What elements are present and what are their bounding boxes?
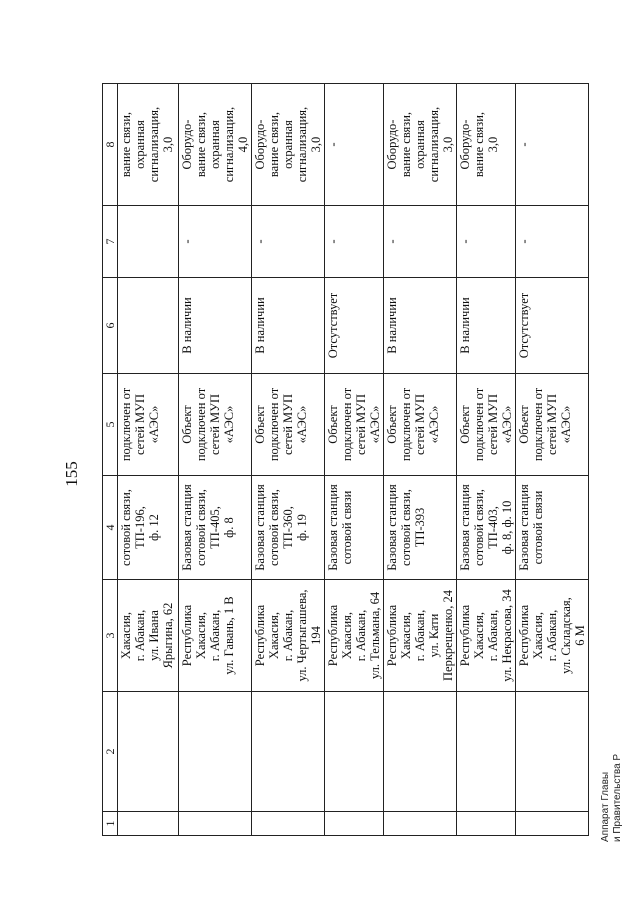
table-row	[179, 84, 252, 836]
cell-name	[384, 692, 457, 812]
cell-object: Базовая станция сотовой связи	[516, 476, 589, 580]
cell-col7: -	[325, 206, 384, 278]
cell-col7: -	[179, 206, 252, 278]
table-row	[457, 84, 516, 836]
cell-availability: Отсутствует	[325, 278, 384, 374]
footer-line-1: Аппарат Главы	[600, 771, 611, 842]
cell-power-supply: Объект подключен от сетей МУП «АЭС»	[516, 374, 589, 476]
cell-power-supply: Объект подключен от сетей МУП «АЭС»	[252, 374, 325, 476]
column-header-7: 7	[103, 206, 118, 278]
table-row	[118, 84, 179, 836]
cell-address: Хакасия, г. Абакан, ул. Ивана Ярыгина, 62	[118, 580, 179, 692]
column-header-6: 6	[103, 278, 118, 374]
footer-line-2: и Правительства Р	[612, 753, 623, 842]
cell-object: Базовая станция сотовой связи, ТП-393	[384, 476, 457, 580]
cell-equipment: Оборудо- вание связи, 3,0	[457, 84, 516, 206]
cell-equipment: Оборудо- вание связи, охранная сигнализация, 3,0	[252, 84, 325, 206]
cell-number	[118, 812, 179, 836]
cell-object: Базовая станция сотовой связи, ТП-405, ф. 8	[179, 476, 252, 580]
cell-equipment: -	[516, 84, 589, 206]
cell-number	[457, 812, 516, 836]
cell-equipment: вание связи, охранная сигнализация, 3,0	[118, 84, 179, 206]
cell-address: Республика Хакасия, г. Абакан, ул. Некрасова, 34	[457, 580, 516, 692]
cell-name	[252, 692, 325, 812]
cell-number	[252, 812, 325, 836]
document-table	[102, 83, 589, 836]
cell-availability: В наличии	[252, 278, 325, 374]
cell-power-supply: Объект подключен от сетей МУП «АЭС»	[384, 374, 457, 476]
cell-address: Республика Хакасия, г. Абакан, ул. Кати Перкрещенко, 24	[384, 580, 457, 692]
cell-availability: В наличии	[384, 278, 457, 374]
cell-address: Республика Хакасия, г. Абакан, ул. Тельмана, 64	[325, 580, 384, 692]
cell-col7: -	[516, 206, 589, 278]
footer-stamp	[600, 754, 624, 842]
cell-col7	[118, 206, 179, 278]
document-table-wrapper	[102, 84, 587, 836]
cell-power-supply: подключен от сетей МУП «АЭС»	[118, 374, 179, 476]
cell-equipment: -	[325, 84, 384, 206]
column-header-1: 1	[103, 812, 118, 836]
cell-availability: Отсутствует	[516, 278, 589, 374]
column-header-5: 5	[103, 374, 118, 476]
cell-address: Республика Хакасия, г. Абакан, ул. Чертыгашева, 194	[252, 580, 325, 692]
cell-object: Базовая станция сотовой связи	[325, 476, 384, 580]
cell-object: Базовая станция сотовой связи, ТП-403, ф. 8, ф. 10	[457, 476, 516, 580]
cell-equipment: Оборудо- вание связи, охранная сигнализация, 4,0	[179, 84, 252, 206]
column-header-3: 3	[103, 580, 118, 692]
table-row	[252, 84, 325, 836]
cell-object: сотовой связи, ТП-196, ф. 12	[118, 476, 179, 580]
cell-col7: -	[252, 206, 325, 278]
column-header-2: 2	[103, 692, 118, 812]
cell-address: Республика Хакасия, г. Абакан, ул. Гавань, 1 В	[179, 580, 252, 692]
cell-name	[516, 692, 589, 812]
cell-number	[384, 812, 457, 836]
cell-power-supply: Объект подключен от сетей МУП «АЭС»	[179, 374, 252, 476]
cell-equipment: Оборудо- вание связи, охранная сигнализация, 3,0	[384, 84, 457, 206]
table-header-row	[103, 84, 118, 836]
cell-number	[325, 812, 384, 836]
page-number: 155	[62, 461, 81, 487]
cell-number	[179, 812, 252, 836]
table-row	[325, 84, 384, 836]
cell-address: Республика Хакасия, г. Абакан, ул. Складская, 6 М	[516, 580, 589, 692]
cell-object: Базовая станция сотовой связи, ТП-360, ф. 19	[252, 476, 325, 580]
cell-number	[516, 812, 589, 836]
cell-availability	[118, 278, 179, 374]
cell-col7: -	[457, 206, 516, 278]
cell-availability: В наличии	[457, 278, 516, 374]
cell-name	[118, 692, 179, 812]
cell-name	[179, 692, 252, 812]
cell-power-supply: Объект подключен от сетей МУП «АЭС»	[325, 374, 384, 476]
cell-name	[325, 692, 384, 812]
cell-name	[457, 692, 516, 812]
table-row	[516, 84, 589, 836]
table-row	[384, 84, 457, 836]
column-header-4: 4	[103, 476, 118, 580]
column-header-8: 8	[103, 84, 118, 206]
cell-col7: -	[384, 206, 457, 278]
cell-power-supply: Объект подключен от сетей МУП «АЭС»	[457, 374, 516, 476]
cell-availability: В наличии	[179, 278, 252, 374]
